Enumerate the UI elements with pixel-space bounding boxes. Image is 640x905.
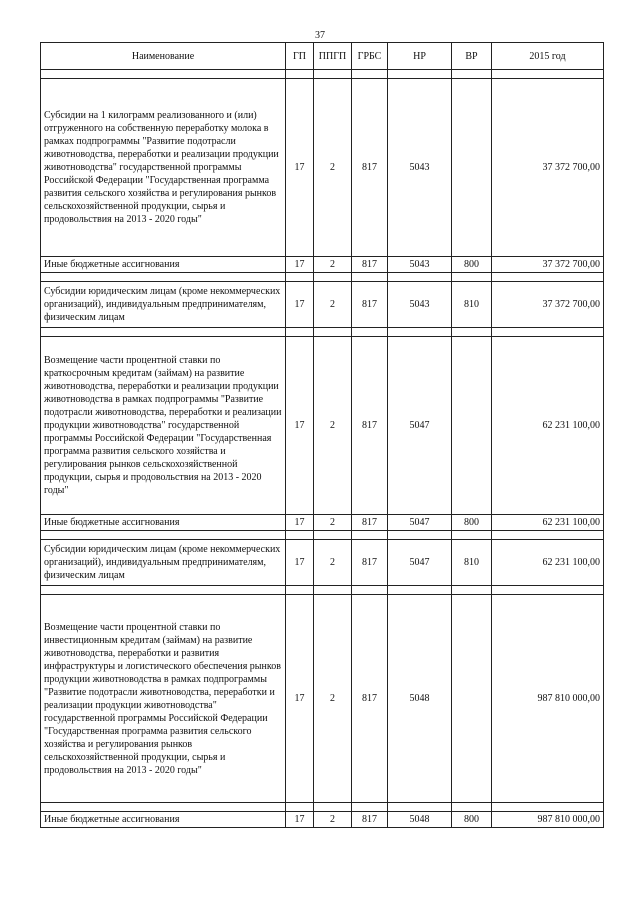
table-row bbox=[41, 515, 604, 531]
row-ppgp: 2 bbox=[314, 79, 352, 257]
row-amount: 37 372 700,00 bbox=[492, 282, 604, 328]
row-ppgp: 2 bbox=[314, 257, 352, 273]
row-gp: 17 bbox=[286, 282, 314, 328]
spacer-row bbox=[41, 70, 604, 79]
row-name: Субсидии юридическим лицам (кроме некоммерческих организаций), индивидуальным предпринимателям, физическим лицам bbox=[41, 282, 286, 328]
row-vr bbox=[452, 337, 492, 515]
row-grbs: 817 bbox=[352, 515, 388, 531]
row-gp: 17 bbox=[286, 257, 314, 273]
row-nr: 5047 bbox=[388, 540, 452, 586]
row-vr bbox=[452, 79, 492, 257]
row-gp: 17 bbox=[286, 337, 314, 515]
row-grbs: 817 bbox=[352, 337, 388, 515]
row-gp: 17 bbox=[286, 515, 314, 531]
row-grbs: 817 bbox=[352, 257, 388, 273]
row-amount: 987 810 000,00 bbox=[492, 595, 604, 803]
col-header-vr: ВР bbox=[452, 43, 492, 70]
row-grbs: 817 bbox=[352, 812, 388, 828]
row-amount: 987 810 000,00 bbox=[492, 812, 604, 828]
row-ppgp: 2 bbox=[314, 540, 352, 586]
row-nr: 5048 bbox=[388, 595, 452, 803]
row-grbs: 817 bbox=[352, 79, 388, 257]
table-row bbox=[41, 812, 604, 828]
row-nr: 5043 bbox=[388, 282, 452, 328]
row-amount: 37 372 700,00 bbox=[492, 257, 604, 273]
row-vr bbox=[452, 595, 492, 803]
row-nr: 5047 bbox=[388, 515, 452, 531]
row-amount: 62 231 100,00 bbox=[492, 515, 604, 531]
table-row bbox=[41, 337, 604, 515]
budget-table bbox=[40, 42, 604, 828]
row-ppgp: 2 bbox=[314, 337, 352, 515]
spacer-row bbox=[41, 273, 604, 282]
table-row bbox=[41, 595, 604, 803]
row-ppgp: 2 bbox=[314, 282, 352, 328]
table-row bbox=[41, 282, 604, 328]
row-vr: 810 bbox=[452, 282, 492, 328]
col-header-gp: ГП bbox=[286, 43, 314, 70]
row-gp: 17 bbox=[286, 540, 314, 586]
row-vr: 800 bbox=[452, 257, 492, 273]
row-gp: 17 bbox=[286, 812, 314, 828]
col-header-name: Наименование bbox=[41, 43, 286, 70]
col-header-grbs: ГРБС bbox=[352, 43, 388, 70]
row-amount: 62 231 100,00 bbox=[492, 540, 604, 586]
row-vr: 800 bbox=[452, 812, 492, 828]
row-vr: 800 bbox=[452, 515, 492, 531]
row-name: Иные бюджетные ассигнования bbox=[41, 812, 286, 828]
spacer-row bbox=[41, 328, 604, 337]
spacer-row bbox=[41, 586, 604, 595]
table-row bbox=[41, 257, 604, 273]
row-gp: 17 bbox=[286, 595, 314, 803]
row-amount: 62 231 100,00 bbox=[492, 337, 604, 515]
row-vr: 810 bbox=[452, 540, 492, 586]
row-grbs: 817 bbox=[352, 282, 388, 328]
row-name: Субсидии юридическим лицам (кроме некоммерческих организаций), индивидуальным предпринимателям, физическим лицам bbox=[41, 540, 286, 586]
row-amount: 37 372 700,00 bbox=[492, 79, 604, 257]
row-ppgp: 2 bbox=[314, 812, 352, 828]
page-number: 37 bbox=[315, 30, 325, 41]
spacer-row bbox=[41, 803, 604, 812]
row-ppgp: 2 bbox=[314, 515, 352, 531]
col-header-ppgp: ППГП bbox=[314, 43, 352, 70]
table-row bbox=[41, 79, 604, 257]
row-name: Иные бюджетные ассигнования bbox=[41, 257, 286, 273]
table-header-row bbox=[41, 43, 604, 70]
spacer-row bbox=[41, 531, 604, 540]
row-name: Субсидии на 1 килограмм реализованного и (или) отгруженного на собственную переработку молока в рамках подпрограммы "Развитие подотрасли животноводства, переработки и реализации продукции животноводства" государственной программы Российской Федерации "Государственная программа развития сельского хозяйства и регулирования рынков сельскохозяйственной продукции, сырья и продовольствия на 2013 - 2020 годы" bbox=[41, 79, 286, 257]
row-nr: 5048 bbox=[388, 812, 452, 828]
row-grbs: 817 bbox=[352, 540, 388, 586]
row-gp: 17 bbox=[286, 79, 314, 257]
row-nr: 5043 bbox=[388, 79, 452, 257]
table-row bbox=[41, 540, 604, 586]
col-header-amount: 2015 год bbox=[492, 43, 604, 70]
col-header-nr: НР bbox=[388, 43, 452, 70]
row-name: Иные бюджетные ассигнования bbox=[41, 515, 286, 531]
row-grbs: 817 bbox=[352, 595, 388, 803]
row-nr: 5043 bbox=[388, 257, 452, 273]
row-ppgp: 2 bbox=[314, 595, 352, 803]
row-name: Возмещение части процентной ставки по инвестиционным кредитам (займам) на развитие животноводства, переработки и развития инфраструктуры и логистического обеспечения рынков продукции животноводства в рамках подпрограммы "Развитие подотрасли животноводства, переработки и реализации продукции животноводства" государственной программы Российской Федерации "Государственная программа развития сельского хозяйства и регулирования рынков сельскохозяйственной продукции, сырья и продовольствия на 2013 - 2020 годы" bbox=[41, 595, 286, 803]
row-name: Возмещение части процентной ставки по краткосрочным кредитам (займам) на развитие животноводства, переработки и реализации продукции животноводства в рамках подпрограммы "Развитие подотрасли животноводства, переработки и реализации продукции животноводства" государственной программы Российской Федерации "Государственная программа развития сельского хозяйства и регулирования рынков сельскохозяйственной продукции, сырья и продовольствия на 2013 - 2020 годы" bbox=[41, 337, 286, 515]
row-nr: 5047 bbox=[388, 337, 452, 515]
